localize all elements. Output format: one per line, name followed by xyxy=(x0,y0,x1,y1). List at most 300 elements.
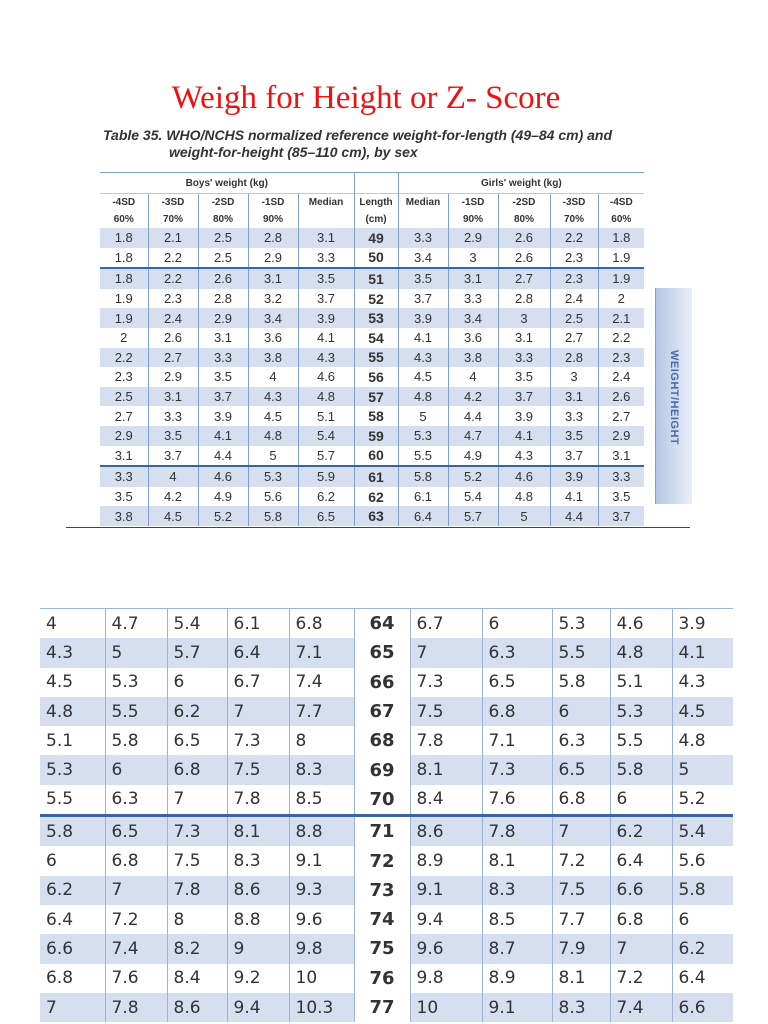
weight-cell: 5.8 xyxy=(672,876,733,905)
weight-cell: 7.3 xyxy=(410,668,482,697)
weight-cell: 2.9 xyxy=(448,228,498,248)
table-row xyxy=(40,816,733,847)
column-header: -4SD xyxy=(598,194,644,211)
weight-cell: 5.8 xyxy=(398,466,448,487)
weight-cell: 4.3 xyxy=(40,638,105,667)
weight-cell: 2.5 xyxy=(100,387,148,407)
weight-cell: 3.6 xyxy=(448,328,498,348)
weight-cell: 4.2 xyxy=(448,387,498,407)
weight-cell: 8.3 xyxy=(552,993,610,1022)
weight-cell: 5.5 xyxy=(552,638,610,667)
table-row xyxy=(100,228,644,248)
column-header xyxy=(398,210,448,228)
weight-cell: 6.7 xyxy=(410,609,482,639)
weight-cell: 7.4 xyxy=(610,993,672,1022)
weight-cell: 7.5 xyxy=(410,697,482,726)
length-cell: 65 xyxy=(354,638,410,667)
weight-cell: 2.9 xyxy=(248,248,298,269)
weight-cell: 3.1 xyxy=(198,328,248,348)
length-cell: 74 xyxy=(354,905,410,934)
weight-cell: 6.1 xyxy=(398,487,448,507)
weight-cell: 4.6 xyxy=(610,609,672,639)
weight-cell: 6 xyxy=(672,905,733,934)
weight-cell: 2.3 xyxy=(114,369,133,385)
weight-cell: 6.4 xyxy=(610,846,672,875)
weight-cell: 4.8 xyxy=(298,387,354,407)
weight-cell: 6.2 xyxy=(610,816,672,847)
weight-cell: 7.8 xyxy=(410,726,482,755)
weight-cell: 3.7 xyxy=(498,387,550,407)
weight-for-length-table-enlarged xyxy=(40,608,733,1022)
caption-line-1: Table 35. WHO/NCHS normalized reference weight-for-length (49–84 cm) and xyxy=(103,127,613,143)
table-row xyxy=(40,668,733,697)
weight-cell: 7.5 xyxy=(552,876,610,905)
weight-cell: 4.6 xyxy=(498,466,550,487)
weight-cell: 5.7 xyxy=(448,506,498,526)
table-row xyxy=(40,755,733,784)
weight-cell: 4.8 xyxy=(40,697,105,726)
weight-cell: 7 xyxy=(552,816,610,847)
weight-cell: 4.7 xyxy=(448,426,498,446)
weight-cell: 1.9 xyxy=(598,248,644,269)
table-row xyxy=(40,905,733,934)
column-header: 90% xyxy=(448,210,498,228)
weight-cell: 9.3 xyxy=(289,876,354,905)
column-header: -2SD xyxy=(498,194,550,211)
weight-cell: 5.8 xyxy=(552,668,610,697)
table-row xyxy=(100,466,644,487)
page-title: Weigh for Height or Z- Score xyxy=(171,80,561,116)
weight-cell: 2.6 xyxy=(498,228,550,248)
length-cell: 51 xyxy=(354,268,398,289)
weight-cell: 3.9 xyxy=(498,406,550,426)
table-row xyxy=(100,348,644,368)
weight-cell: 4.4 xyxy=(198,446,248,467)
table-row xyxy=(100,426,644,446)
column-header: Median xyxy=(398,194,448,211)
weight-cell: 2.9 xyxy=(100,426,148,446)
weight-cell: 3.1 xyxy=(550,387,598,407)
weight-cell: 3.3 xyxy=(100,466,148,487)
column-header: -3SD xyxy=(550,194,598,211)
table-bottom-rule xyxy=(66,527,690,528)
weight-cell: 7.8 xyxy=(105,993,167,1022)
weight-cell: 6 xyxy=(482,609,552,639)
weight-cell: 2.5 xyxy=(198,248,248,269)
weight-cell: 7 xyxy=(105,876,167,905)
weight-cell: 6.8 xyxy=(46,968,74,989)
weight-cell: 4.3 xyxy=(298,348,354,368)
weight-cell: 9.4 xyxy=(227,993,289,1022)
length-cell: 49 xyxy=(354,228,398,248)
length-cell: 76 xyxy=(354,964,410,993)
length-cell: 67 xyxy=(354,697,410,726)
weight-cell: 4 xyxy=(148,466,198,487)
table-row xyxy=(100,248,644,269)
weight-cell: 3.5 xyxy=(298,268,354,289)
weight-cell: 6.7 xyxy=(227,668,289,697)
weight-cell: 5 xyxy=(498,506,550,526)
weight-cell: 6 xyxy=(105,755,167,784)
weight-cell: 3.7 xyxy=(550,446,598,467)
weight-cell: 4.6 xyxy=(298,367,354,387)
weight-cell: 4.1 xyxy=(398,328,448,348)
weight-cell: 7 xyxy=(167,785,227,816)
weight-cell: 2.1 xyxy=(598,308,644,328)
weight-cell: 3.4 xyxy=(248,308,298,328)
weight-cell: 5.6 xyxy=(672,846,733,875)
weight-cell: 2.3 xyxy=(550,268,598,289)
weight-cell: 4.3 xyxy=(498,446,550,467)
weight-cell: 3.3 xyxy=(148,406,198,426)
weight-cell: 3.8 xyxy=(448,348,498,368)
length-cell: 58 xyxy=(354,406,398,426)
table-row xyxy=(100,406,644,426)
weight-cell: 4.9 xyxy=(198,487,248,507)
length-cell: 50 xyxy=(354,248,398,269)
weight-cell: 3.5 xyxy=(498,367,550,387)
weight-cell: 5 xyxy=(398,406,448,426)
weight-cell: 9.6 xyxy=(289,905,354,934)
weight-cell: 3.3 xyxy=(498,348,550,368)
weight-cell: 5.1 xyxy=(46,730,74,751)
weight-cell: 2.7 xyxy=(148,348,198,368)
weight-cell: 4.8 xyxy=(398,387,448,407)
weight-cell: 2.8 xyxy=(498,289,550,309)
column-header: -2SD xyxy=(198,194,248,211)
weight-cell: 5.8 xyxy=(610,755,672,784)
weight-cell: 7.3 xyxy=(167,816,227,847)
weight-cell: 1.9 xyxy=(598,268,644,289)
weight-cell: 5.4 xyxy=(672,816,733,847)
weight-cell: 7.1 xyxy=(289,638,354,667)
table-row xyxy=(40,697,733,726)
weight-cell: 4.1 xyxy=(198,426,248,446)
weight-cell: 6 xyxy=(610,785,672,816)
length-header-spacer xyxy=(354,173,398,194)
weight-cell: 3.9 xyxy=(550,466,598,487)
table-row xyxy=(40,993,733,1022)
weight-cell: 5.2 xyxy=(198,506,248,526)
weight-cell: 6.5 xyxy=(552,755,610,784)
weight-cell: 8.9 xyxy=(410,846,482,875)
weight-cell: 4.6 xyxy=(198,466,248,487)
weight-cell: 3.3 xyxy=(298,248,354,269)
length-cell: 77 xyxy=(354,993,410,1022)
weight-cell: 2.4 xyxy=(550,289,598,309)
weight-cell: 8.8 xyxy=(289,816,354,847)
length-cell: 71 xyxy=(354,816,410,847)
weight-cell: 3.9 xyxy=(398,308,448,328)
column-header: 60% xyxy=(100,210,148,228)
weight-cell: 6.3 xyxy=(552,726,610,755)
weight-cell: 8.8 xyxy=(227,905,289,934)
weight-cell: 3 xyxy=(448,248,498,269)
weight-cell: 7.2 xyxy=(105,905,167,934)
weight-cell: 9.1 xyxy=(410,876,482,905)
weight-cell: 3.9 xyxy=(672,609,733,639)
weight-cell: 7.5 xyxy=(227,755,289,784)
weight-cell: 6.8 xyxy=(610,905,672,934)
weight-cell: 3.8 xyxy=(248,348,298,368)
length-cell: 64 xyxy=(354,609,410,639)
table-row xyxy=(40,846,733,875)
weight-cell: 3.1 xyxy=(248,268,298,289)
weight-cell: 9.1 xyxy=(289,846,354,875)
table-row xyxy=(100,328,644,348)
column-header: Length xyxy=(354,194,398,211)
weight-cell: 2.9 xyxy=(148,367,198,387)
weight-cell: 6.8 xyxy=(289,609,354,639)
length-cell: 61 xyxy=(354,466,398,487)
weight-cell: 3.7 xyxy=(198,387,248,407)
length-cell: 55 xyxy=(354,348,398,368)
weight-cell: 7.7 xyxy=(552,905,610,934)
weight-cell: 10 xyxy=(410,993,482,1022)
weight-cell: 8.7 xyxy=(482,934,552,963)
weight-cell: 2.5 xyxy=(198,228,248,248)
weight-cell: 2.8 xyxy=(248,228,298,248)
reference-table-enlarged xyxy=(40,608,733,1022)
weight-cell: 7.1 xyxy=(482,726,552,755)
weight-cell: 2.2 xyxy=(148,248,198,269)
column-header: -4SD xyxy=(100,194,148,211)
weight-cell: 3.3 xyxy=(398,228,448,248)
weight-cell: 3.8 xyxy=(100,506,148,526)
weight-cell: 7 xyxy=(410,638,482,667)
weight-cell: 6.5 xyxy=(167,726,227,755)
weight-cell: 5.2 xyxy=(448,466,498,487)
table-row xyxy=(40,964,733,993)
length-cell: 56 xyxy=(354,367,398,387)
weight-cell: 5.8 xyxy=(105,726,167,755)
weight-cell: 4.1 xyxy=(550,487,598,507)
weight-cell: 8.2 xyxy=(167,934,227,963)
weight-cell: 5.4 xyxy=(167,609,227,639)
length-cell: 59 xyxy=(354,426,398,446)
weight-cell: 4.5 xyxy=(672,697,733,726)
weight-cell: 8.1 xyxy=(227,816,289,847)
weight-cell: 5.5 xyxy=(105,697,167,726)
weight-cell: 6.8 xyxy=(105,846,167,875)
weight-cell: 3.9 xyxy=(298,308,354,328)
weight-cell: 2.2 xyxy=(148,268,198,289)
weight-cell: 4.8 xyxy=(248,426,298,446)
weight-cell: 7.5 xyxy=(167,846,227,875)
weight-cell: 3.3 xyxy=(198,348,248,368)
weight-cell: 4.2 xyxy=(148,487,198,507)
weight-cell: 7.2 xyxy=(552,846,610,875)
weight-cell: 6.8 xyxy=(482,697,552,726)
weight-cell: 5.2 xyxy=(672,785,733,816)
weight-cell: 8.9 xyxy=(482,964,552,993)
column-header xyxy=(298,210,354,228)
weight-cell: 3.1 xyxy=(448,268,498,289)
weight-cell: 3.3 xyxy=(448,289,498,309)
length-cell: 53 xyxy=(354,308,398,328)
weight-cell: 1.8 xyxy=(598,228,644,248)
weight-cell: 7 xyxy=(227,697,289,726)
weight-cell: 3.3 xyxy=(550,406,598,426)
weight-cell: 6.4 xyxy=(398,506,448,526)
weight-cell: 7.6 xyxy=(105,964,167,993)
weight-cell: 5 xyxy=(248,446,298,467)
column-header: 80% xyxy=(198,210,248,228)
weight-cell: 5.5 xyxy=(46,789,74,810)
weight-cell: 8.1 xyxy=(482,846,552,875)
weight-cell: 3.4 xyxy=(448,308,498,328)
weight-cell: 3.1 xyxy=(114,447,133,463)
table-row xyxy=(40,609,733,639)
length-cell: 72 xyxy=(354,846,410,875)
weight-cell: 3.1 xyxy=(598,446,644,467)
weight-cell: 2.7 xyxy=(114,408,133,424)
table-row xyxy=(100,387,644,407)
table-row xyxy=(100,289,644,309)
weight-cell: 2.8 xyxy=(198,289,248,309)
column-header: 60% xyxy=(598,210,644,228)
weight-cell: 4.8 xyxy=(672,726,733,755)
weight-cell: 5.4 xyxy=(448,487,498,507)
weight-cell: 3.7 xyxy=(298,289,354,309)
weight-cell: 5.5 xyxy=(610,726,672,755)
column-header: 70% xyxy=(550,210,598,228)
weight-cell: 2.5 xyxy=(550,308,598,328)
weight-cell: 3 xyxy=(498,308,550,328)
weight-cell: 6 xyxy=(167,668,227,697)
boys-weight-header: Boys' weight (kg) xyxy=(100,173,354,194)
weight-cell: 10 xyxy=(289,964,354,993)
weight-cell: 5 xyxy=(672,755,733,784)
weight-cell: 5.9 xyxy=(298,466,354,487)
length-cell: 57 xyxy=(354,387,398,407)
weight-cell: 4.4 xyxy=(448,406,498,426)
weight-cell: 4 xyxy=(448,367,498,387)
weight-cell: 5.7 xyxy=(298,446,354,467)
table-row xyxy=(100,446,644,467)
weight-cell: 2.2 xyxy=(550,228,598,248)
weight-cell: 7.4 xyxy=(289,668,354,697)
weight-cell: 4.8 xyxy=(610,638,672,667)
weight-cell: 4.3 xyxy=(398,348,448,368)
weight-cell: 1.8 xyxy=(100,268,148,289)
weight-cell: 5.3 xyxy=(40,755,105,784)
weight-cell: 3.1 xyxy=(298,228,354,248)
length-cell: 69 xyxy=(354,755,410,784)
weight-cell: 5.3 xyxy=(248,466,298,487)
weight-cell: 10.3 xyxy=(289,993,354,1022)
weight-cell: 9.8 xyxy=(289,934,354,963)
weight-cell: 2.4 xyxy=(148,308,198,328)
weight-cell: 7.7 xyxy=(289,697,354,726)
weight-cell: 1.8 xyxy=(100,228,148,248)
length-cell: 73 xyxy=(354,876,410,905)
weight-cell: 5 xyxy=(105,638,167,667)
weight-cell: 3.2 xyxy=(248,289,298,309)
length-cell: 52 xyxy=(354,289,398,309)
weight-cell: 3.1 xyxy=(148,387,198,407)
weight-cell: 6.3 xyxy=(482,638,552,667)
weight-cell: 8.3 xyxy=(289,755,354,784)
length-cell: 62 xyxy=(354,487,398,507)
weight-cell: 6.8 xyxy=(552,785,610,816)
weight-cell: 4 xyxy=(248,367,298,387)
column-header: -1SD xyxy=(248,194,298,211)
weight-cell: 3.5 xyxy=(198,367,248,387)
weight-cell: 6.5 xyxy=(482,668,552,697)
weight-cell: 7.3 xyxy=(482,755,552,784)
column-header: -3SD xyxy=(148,194,198,211)
weight-cell: 3.5 xyxy=(550,426,598,446)
weight-cell: 3.6 xyxy=(248,328,298,348)
weight-cell: 3.3 xyxy=(598,466,644,487)
weight-cell: 3.9 xyxy=(198,406,248,426)
weight-cell: 8.5 xyxy=(482,905,552,934)
weight-cell: 8 xyxy=(167,905,227,934)
column-header: Median xyxy=(298,194,354,211)
weight-cell: 8.6 xyxy=(410,816,482,847)
weight-cell: 6.2 xyxy=(40,876,105,905)
weight-cell: 6.4 xyxy=(672,964,733,993)
weight-cell: 6.5 xyxy=(298,506,354,526)
table-row xyxy=(40,726,733,755)
table-row xyxy=(40,876,733,905)
weight-for-length-table xyxy=(100,172,644,526)
weight-cell: 4.3 xyxy=(248,387,298,407)
weight-cell: 5.8 xyxy=(40,816,105,847)
weight-cell: 3.5 xyxy=(598,487,644,507)
girls-weight-header: Girls' weight (kg) xyxy=(398,173,644,194)
weight-cell: 6.6 xyxy=(40,934,105,963)
weight-cell: 4.3 xyxy=(672,668,733,697)
weight-cell: 5.7 xyxy=(167,638,227,667)
reference-table-small xyxy=(100,172,644,526)
weight-cell: 9.1 xyxy=(482,993,552,1022)
weight-cell: 2.3 xyxy=(148,289,198,309)
weight-cell: 8 xyxy=(289,726,354,755)
column-header: 70% xyxy=(148,210,198,228)
weight-cell: 5.3 xyxy=(105,668,167,697)
weight-cell: 4.5 xyxy=(148,506,198,526)
weight-cell: 8.1 xyxy=(552,964,610,993)
weight-cell: 6.6 xyxy=(672,993,733,1022)
weight-cell: 7.8 xyxy=(167,876,227,905)
weight-cell: 5.3 xyxy=(552,609,610,639)
table-row xyxy=(100,506,644,526)
column-header: (cm) xyxy=(354,210,398,228)
table-row xyxy=(100,487,644,507)
weight-cell: 4.8 xyxy=(498,487,550,507)
weight-cell: 8.4 xyxy=(410,785,482,816)
column-header: 80% xyxy=(498,210,550,228)
length-cell: 75 xyxy=(354,934,410,963)
weight-cell: 1.9 xyxy=(100,308,148,328)
column-header: -1SD xyxy=(448,194,498,211)
length-cell: 68 xyxy=(354,726,410,755)
weight-cell: 6 xyxy=(552,697,610,726)
table-caption xyxy=(103,127,663,161)
caption-line-2: weight-for-height (85–110 cm), by sex xyxy=(169,144,418,160)
length-cell: 63 xyxy=(354,506,398,526)
table-row xyxy=(100,308,644,328)
weight-cell: 2.4 xyxy=(598,367,644,387)
weight-cell: 3.7 xyxy=(148,446,198,467)
section-tab-label: WEIGHT/HEIGHT xyxy=(668,350,680,446)
table-row xyxy=(40,638,733,667)
weight-cell: 2.2 xyxy=(100,348,148,368)
table-row xyxy=(100,367,644,387)
weight-cell: 6.2 xyxy=(298,487,354,507)
